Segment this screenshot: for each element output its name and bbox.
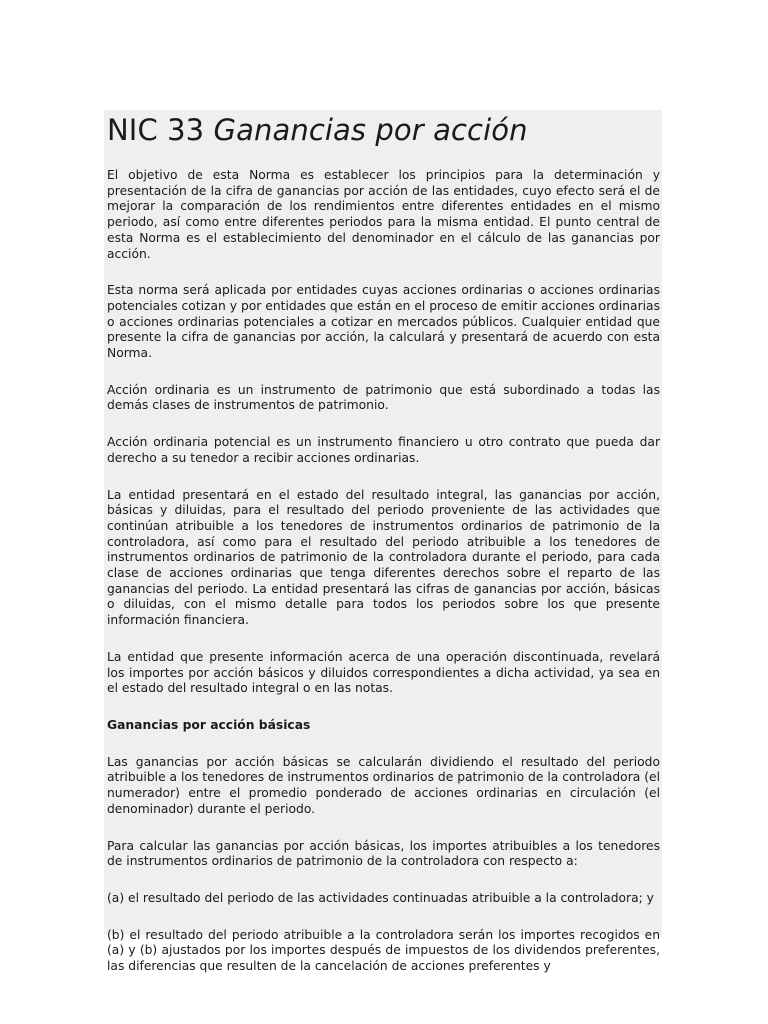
paragraph-amounts: Para calcular las ganancias por acción básicas, los importes atribuibles a los tenedores de instrumentos ordinarios de patrimonio de la controladora con respecto a:	[107, 838, 660, 869]
document-title	[107, 110, 660, 148]
paragraph-basic-calc: Las ganancias por acción básicas se calcularán dividiendo el resultado del periodo atribuible a los tenedores de instrumentos ordinarios de patrimonio de la controladora (el numerador) entre el promedio ponderado de acciones ordinarias en circulación (el denominador) durante el periodo.	[107, 754, 660, 816]
paragraph-presentation: La entidad presentará en el estado del resultado integral, las ganancias por acción, básicas y diluidas, para el resultado del periodo proveniente de las actividades que continúan atribuible a los tenedores de instrumentos ordinarios de patrimonio de la controladora, así como para el resultado del periodo atribuible a los tenedores de instrumentos ordinarios de patrimonio de la controladora durante el periodo, para cada clase de acciones ordinarias que tenga diferentes derechos sobre el reparto de las ganancias del periodo. La entidad presentará las cifras de ganancias por acción, básicas o diluidas, con el mismo detalle para todos los periodos sobre los que presente información financiera.	[107, 487, 660, 628]
paragraph-scope: Esta norma será aplicada por entidades cuyas acciones ordinarias o acciones ordinarias potenciales cotizan y por entidades que están en el proceso de emitir acciones ordinarias o acciones ordinarias potenciales a cotizar en mercados públicos. Cualquier entidad que presente la cifra de ganancias por acción, la calculará y presentará de acuerdo con esta Norma.	[107, 283, 660, 361]
paragraph-ordinary-share: Acción ordinaria es un instrumento de patrimonio que está subordinado a todas las demás clases de instrumentos de patrimonio.	[107, 382, 660, 413]
paragraph-objective: El objetivo de esta Norma es establecer los principios para la determinación y presentación de la cifra de ganancias por acción de las entidades, cuyo efecto será el de mejorar la comparación de los rendimientos entre diferentes entidades en el mismo periodo, así como entre diferentes periodos para la misma entidad. El punto central de esta Norma es el establecimiento del denominador en el cálculo de las ganancias por acción.	[107, 168, 660, 261]
title-italic: Ganancias por acción	[213, 113, 528, 147]
section-heading: Ganancias por acción básicas	[107, 717, 311, 732]
title-prefix: NIC 33	[107, 113, 205, 147]
document-page	[104, 110, 662, 974]
paragraph-discontinued: La entidad que presente información acerca de una operación discontinuada, revelará los importes por acción básicos y diluidos correspondientes a dicha actividad, ya sea en el estado del resultado integral o en las notas.	[107, 649, 660, 696]
paragraph-potential-share: Acción ordinaria potencial es un instrumento financiero u otro contrato que pueda dar derecho a su tenedor a recibir acciones ordinarias.	[107, 435, 660, 465]
paragraph-item-b: (b) el resultado del periodo atribuible a la controladora serán los importes recogidos en (a) y (b) ajustados por los importes después de impuestos de los dividendos preferentes, las diferencias que resulten de la cancelación de acciones preferentes y	[107, 927, 660, 974]
paragraph-item-a: (a) el resultado del periodo de las actividades continuadas atribuible a la controladora; y	[107, 890, 654, 905]
